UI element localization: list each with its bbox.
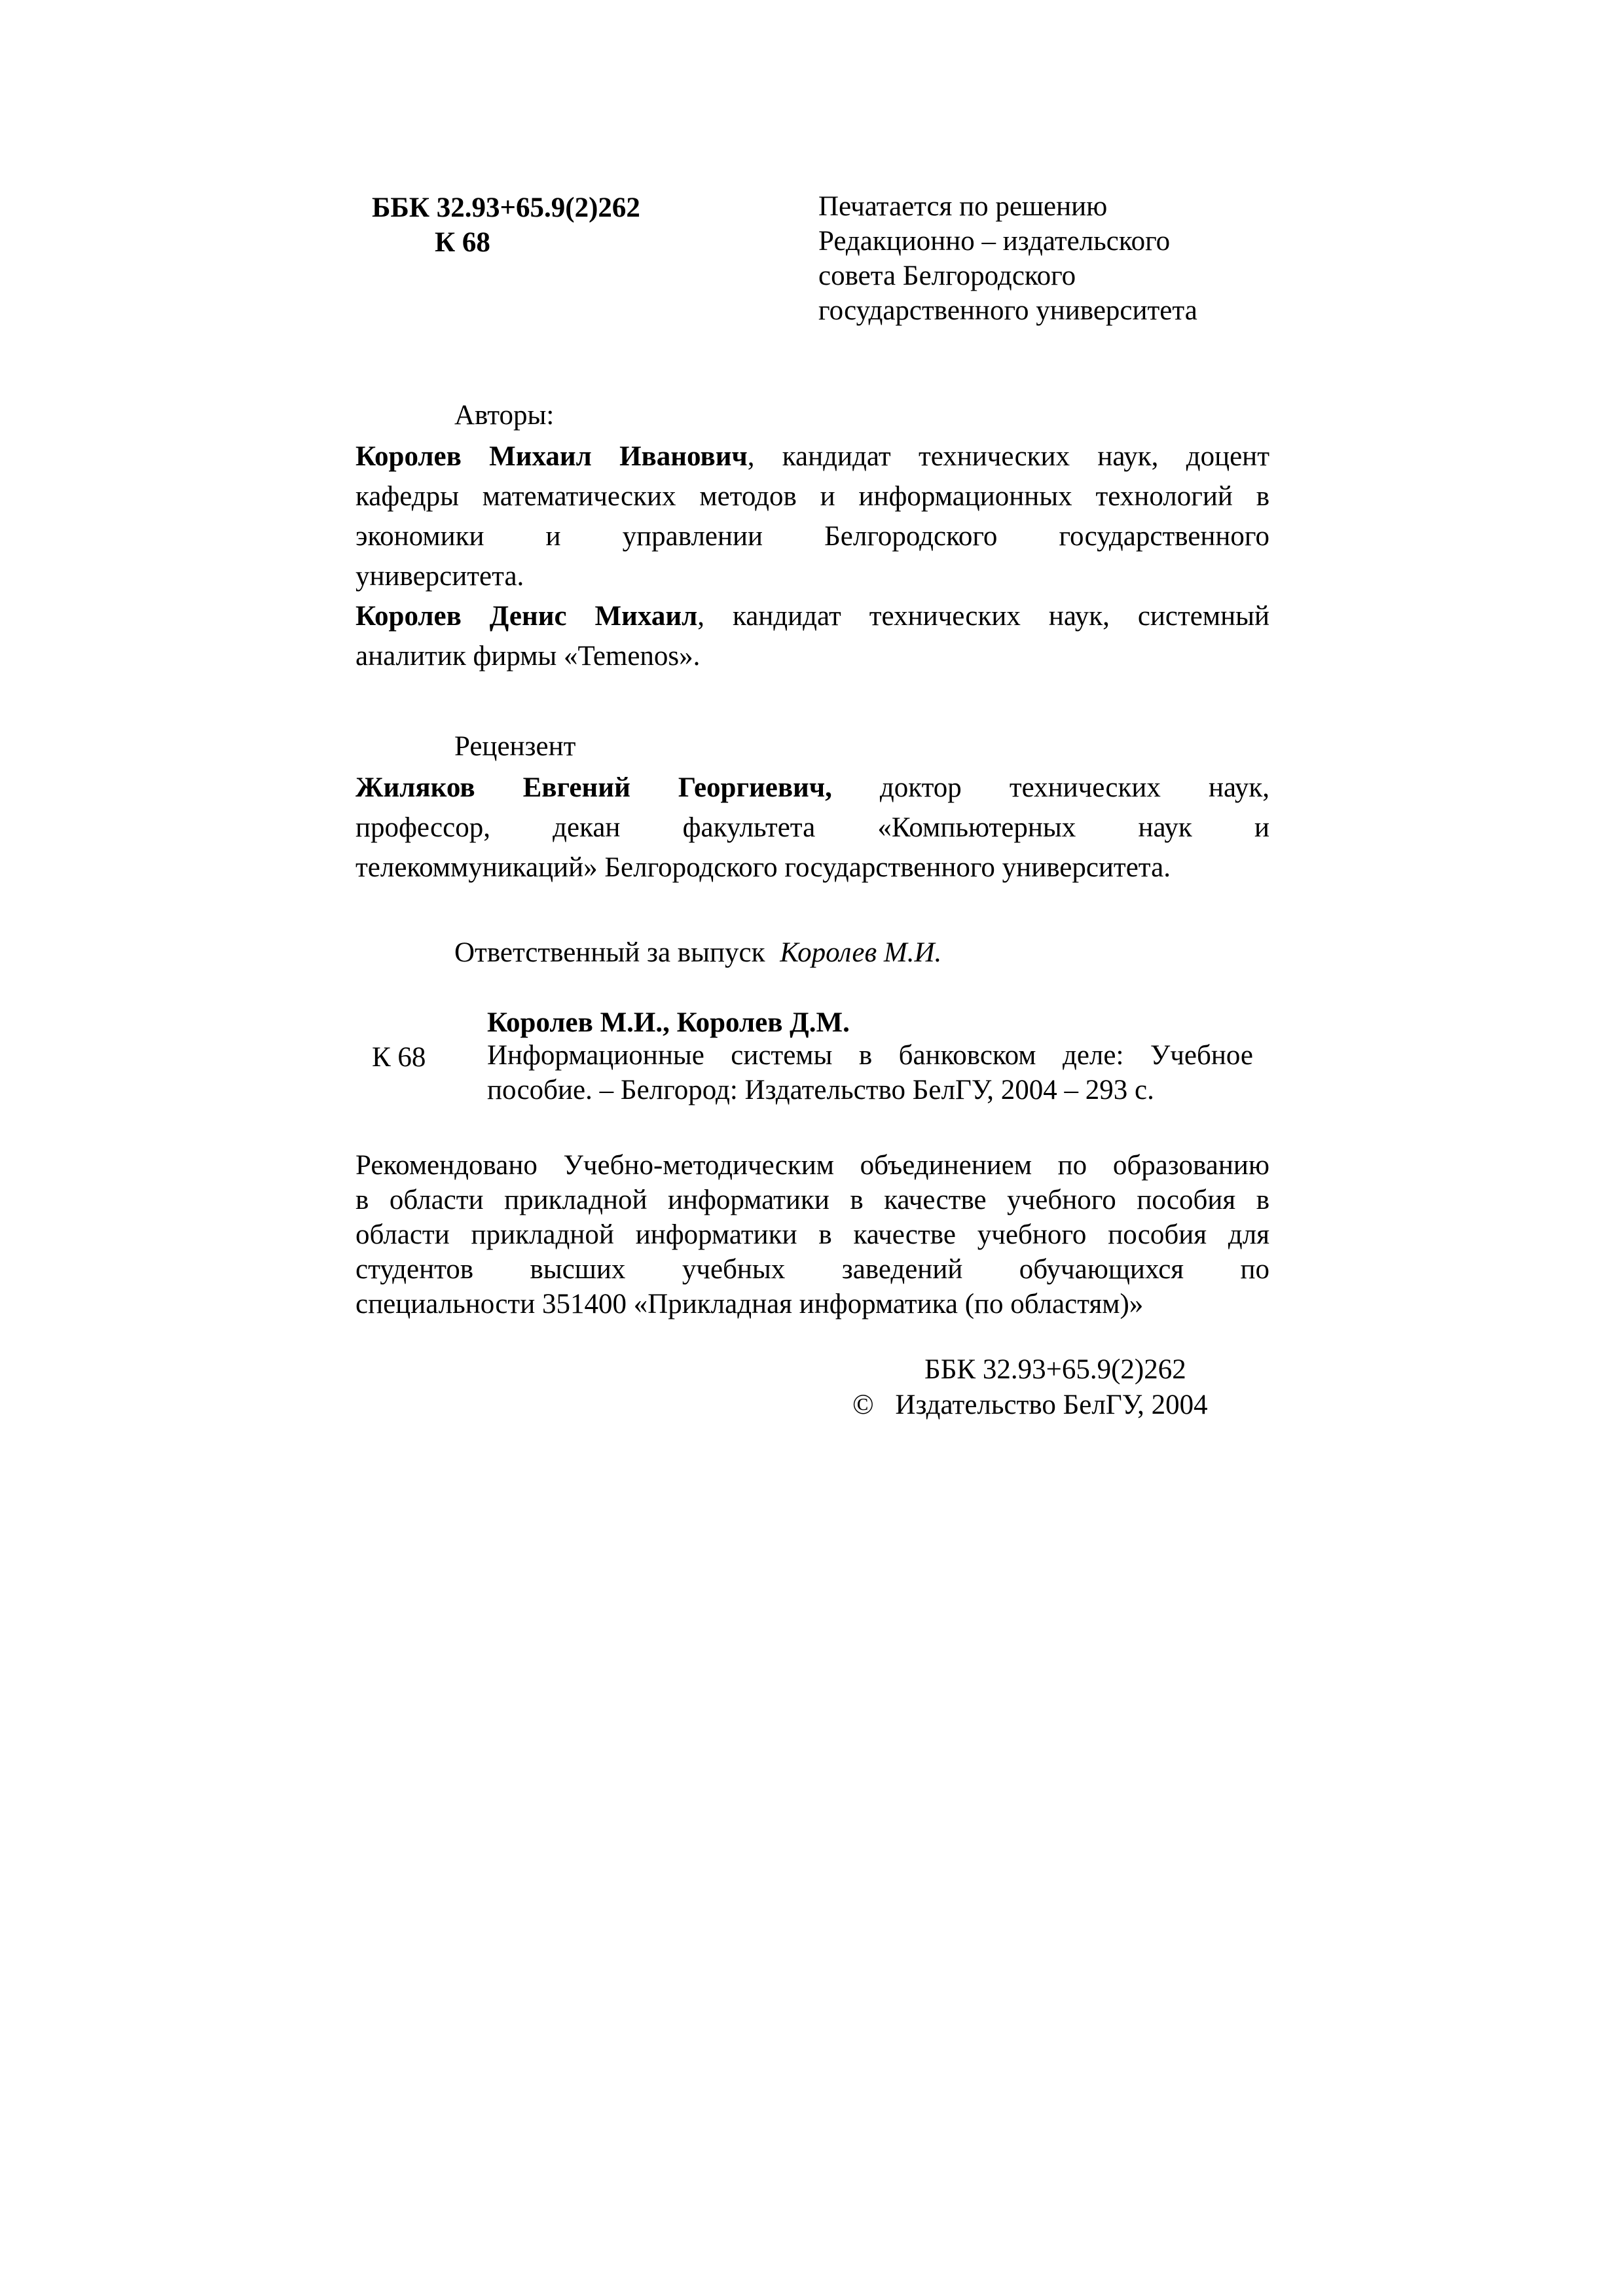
author-mark: К 68: [435, 227, 490, 258]
author2-line1-rest: , кандидат технических наук, системный: [697, 601, 1270, 632]
author2-line1: [356, 596, 1269, 636]
responsible-line: [454, 933, 941, 973]
approval-line: Печатается по решению: [818, 191, 1108, 222]
approval-line: Редакционно – издательского: [818, 226, 1171, 257]
catalog-mark: К 68: [372, 1042, 426, 1073]
reviewer-line1-rest: доктор технических наук,: [831, 772, 1270, 803]
recommendation-line2: в области прикладной информатики в качестве учебного пособия в: [356, 1185, 1269, 1215]
copyright-text: Издательство БелГУ, 2004: [895, 1390, 1208, 1420]
catalog-line1: Информационные системы в банковском деле: Учебное: [487, 1040, 1253, 1071]
authors-heading: Авторы:: [454, 400, 555, 431]
author2-name: Королев Денис Михаил: [356, 601, 698, 632]
recommendation-line4: студентов высших учебных заведений обучающихся по: [356, 1254, 1269, 1285]
approval-line: государственного университета: [818, 295, 1197, 326]
catalog-authors: Королев М.И., Королев Д.М.: [487, 1007, 850, 1038]
author1-name: Королев Михаил Иванович: [356, 441, 748, 472]
responsible-label: Ответственный за выпуск: [454, 937, 765, 968]
recommendation-line1: Рекомендовано Учебно-методическим объединением по образованию: [356, 1150, 1269, 1181]
catalog-line2: пособие. – Белгород: Издательство БелГУ, 2004 – 293 с.: [487, 1075, 1154, 1105]
footer-copyright: [852, 1386, 1208, 1425]
approval-line: совета Белгородского: [818, 260, 1076, 291]
authors-block: [356, 437, 1269, 676]
bbk-code: ББК 32.93+65.9(2)262: [372, 192, 640, 223]
recommendation-block: [356, 1148, 1269, 1321]
reviewer-line1: [356, 768, 1269, 808]
recommendation-line3: области прикладной информатики в качестве учебного пособия для: [356, 1219, 1269, 1250]
reviewer-line3: телекоммуникаций» Белгородского государственного университета.: [356, 852, 1171, 883]
reviewer-block: [356, 768, 1269, 888]
responsible-name: Королев М.И.: [780, 937, 942, 968]
catalog-description: [487, 1038, 1253, 1107]
approval-block: [818, 189, 1197, 328]
recommendation-line5: специальности 351400 «Прикладная информатика (по областям)»: [356, 1289, 1144, 1319]
author1-line3: экономики и управлении Белгородского государственного: [356, 521, 1269, 552]
author1-line1-rest: , кандидат технических наук, доцент: [747, 441, 1269, 472]
reviewer-line2: профессор, декан факультета «Компьютерных наук и: [356, 812, 1269, 843]
reviewer-name: Жиляков Евгений Георгиевич,: [356, 772, 832, 803]
footer-bbk-code: ББК 32.93+65.9(2)262: [924, 1354, 1186, 1385]
author2-line2: аналитик фирмы «Temenos».: [356, 641, 701, 672]
author1-line1: [356, 437, 1269, 476]
author1-line4: университета.: [356, 561, 524, 592]
copyright-symbol: ©: [852, 1390, 874, 1420]
author1-line2: кафедры математических методов и информационных технологий в: [356, 481, 1269, 512]
reviewer-heading: Рецензент: [454, 731, 576, 762]
